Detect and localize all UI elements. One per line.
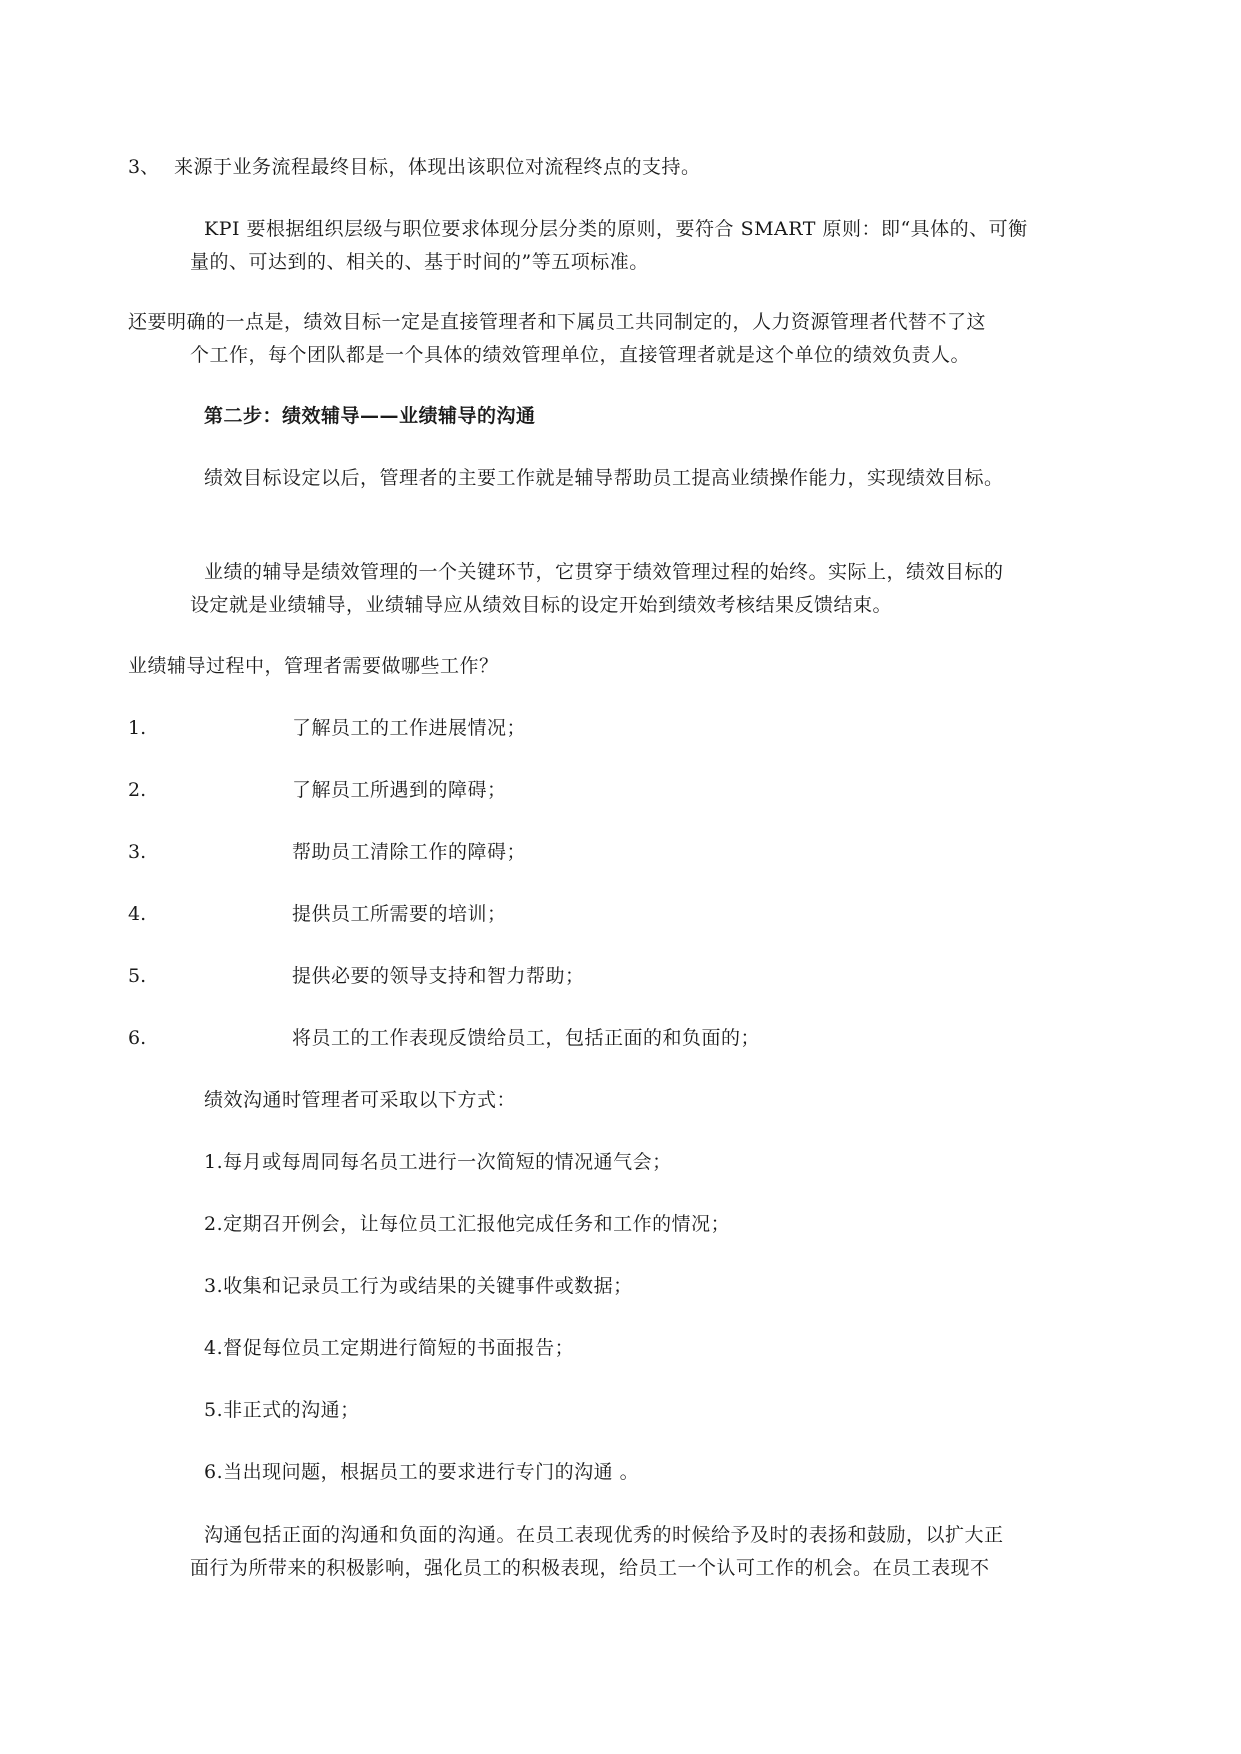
list-number: 4. — [128, 903, 147, 925]
method-item: 3.收集和记录员工行为或结果的关键事件或数据； — [204, 1275, 633, 1297]
section-heading: 第二步：绩效辅导——业绩辅导的沟通 — [204, 405, 536, 427]
paragraph-line: 来源于业务流程最终目标，体现出该职位对流程终点的支持。 — [174, 156, 701, 178]
method-item: 6.当出现问题，根据员工的要求进行专门的沟通 。 — [204, 1461, 640, 1483]
list-item: 将员工的工作表现反馈给员工，包括正面的和负面的； — [292, 1027, 761, 1049]
paragraph-line: 设定就是业绩辅导，业绩辅导应从绩效目标的设定开始到绩效考核结果反馈结束。 — [190, 594, 893, 616]
method-item: 5.非正式的沟通； — [204, 1399, 360, 1421]
list-number: 3. — [128, 841, 147, 863]
list-item: 提供必要的领导支持和智力帮助； — [292, 965, 585, 987]
paragraph-line: 面行为所带来的积极影响，强化员工的积极表现，给员工一个认可工作的机会。在员工表现不 — [190, 1557, 990, 1579]
list-number: 6. — [128, 1027, 147, 1049]
question-line: 业绩辅导过程中，管理者需要做哪些工作？ — [128, 655, 499, 677]
list-item: 了解员工的工作进展情况； — [292, 717, 527, 739]
paragraph-line: 业绩的辅导是绩效管理的一个关键环节，它贯穿于绩效管理过程的始终。实际上，绩效目标的 — [204, 561, 1004, 583]
paragraph-line: 沟通包括正面的沟通和负面的沟通。在员工表现优秀的时候给予及时的表扬和鼓励，以扩大正 — [204, 1524, 1004, 1546]
paragraph-line: 个工作，每个团队都是一个具体的绩效管理单位，直接管理者就是这个单位的绩效负责人。 — [190, 344, 971, 366]
paragraph-line: 绩效沟通时管理者可采取以下方式： — [204, 1089, 517, 1111]
list-number: 5. — [128, 965, 147, 987]
paragraph-line: 还要明确的一点是，绩效目标一定是直接管理者和下属员工共同制定的，人力资源管理者代替不了这 — [128, 311, 987, 333]
list-item: 了解员工所遇到的障碍； — [292, 779, 507, 801]
list-number: 2. — [128, 779, 147, 801]
list-item: 提供员工所需要的培训； — [292, 903, 507, 925]
list-number: 1. — [128, 717, 147, 739]
method-item: 4.督促每位员工定期进行简短的书面报告； — [204, 1337, 575, 1359]
list-number: 3、 — [128, 156, 160, 178]
paragraph-line: 绩效目标设定以后，管理者的主要工作就是辅导帮助员工提高业绩操作能力，实现绩效目标。 — [204, 467, 1004, 489]
method-item: 1.每月或每周同每名员工进行一次简短的情况通气会； — [204, 1151, 672, 1173]
paragraph-line: 量的、可达到的、相关的、基于时间的”等五项标准。 — [190, 251, 649, 273]
paragraph-line: KPI 要根据组织层级与职位要求体现分层分类的原则，要符合 SMART 原则：即“具体的、可衡 — [204, 218, 1028, 240]
method-item: 2.定期召开例会，让每位员工汇报他完成任务和工作的情况； — [204, 1213, 731, 1235]
list-item: 帮助员工清除工作的障碍； — [292, 841, 527, 863]
